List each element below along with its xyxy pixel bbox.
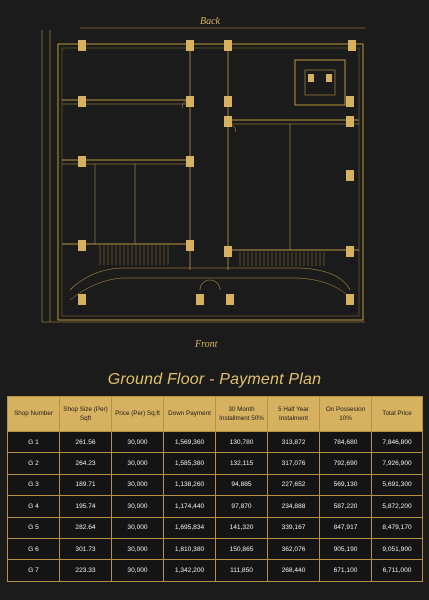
table-cell: 1,138,260 (164, 474, 216, 495)
table-cell: 1,342,200 (164, 560, 216, 581)
page-title: Ground Floor - Payment Plan (107, 371, 322, 388)
table-cell: 268,440 (268, 560, 320, 581)
table-cell: G 7 (8, 560, 60, 581)
table-cell: 30,000 (112, 432, 164, 453)
table-cell: 30,000 (112, 453, 164, 474)
header-price-per-sqft: Price (Per) Sq.ft (112, 397, 164, 432)
table-cell: 30,000 (112, 538, 164, 559)
table-cell: G 4 (8, 496, 60, 517)
table-cell: 30,000 (112, 474, 164, 495)
table-cell: 1,174,440 (164, 496, 216, 517)
header-5-half-year-instalment: 5 Half Year Instalment (268, 397, 320, 432)
table-row (8, 538, 423, 559)
table-cell: 30,000 (112, 517, 164, 538)
table-cell: 8,479,170 (372, 517, 423, 538)
header-shop-number: Shop Number (8, 397, 60, 432)
payment-plan-table (7, 396, 423, 582)
table-cell: 150,865 (216, 538, 268, 559)
table-cell: 569,130 (320, 474, 372, 495)
table-cell: 7,926,900 (372, 453, 423, 474)
table-cell: 227,652 (268, 474, 320, 495)
table-cell: 264.23 (60, 453, 112, 474)
table-row (8, 517, 423, 538)
table-cell: 1,810,380 (164, 538, 216, 559)
table-cell: 1,569,360 (164, 432, 216, 453)
table-header-row (8, 397, 423, 432)
header-shop-size: Shop Size (Per) Sqft (60, 397, 112, 432)
table-cell: 5,872,200 (372, 496, 423, 517)
table-cell: 223.33 (60, 560, 112, 581)
table-cell: G 2 (8, 453, 60, 474)
table-cell: 792,690 (320, 453, 372, 474)
table-cell: G 6 (8, 538, 60, 559)
header-30-month-installment: 30 Month Installment 50% (216, 397, 268, 432)
table-cell: 301.73 (60, 538, 112, 559)
table-cell: 6,711,000 (372, 560, 423, 581)
table-cell: 1,695,834 (164, 517, 216, 538)
table-cell: 30,000 (112, 560, 164, 581)
table-row (8, 560, 423, 581)
table-cell: 130,780 (216, 432, 268, 453)
table-cell: G 3 (8, 474, 60, 495)
table-cell: 261.56 (60, 432, 112, 453)
header-down-payment: Down Payment (164, 397, 216, 432)
table-row (8, 432, 423, 453)
table-cell: 905,190 (320, 538, 372, 559)
table-cell: G 5 (8, 517, 60, 538)
back-label: Back (200, 16, 220, 27)
table-cell: 339,167 (268, 517, 320, 538)
table-cell: 313,872 (268, 432, 320, 453)
table-cell: 282.64 (60, 517, 112, 538)
table-cell: 587,220 (320, 496, 372, 517)
table-cell: 132,115 (216, 453, 268, 474)
table-cell: 234,888 (268, 496, 320, 517)
table-cell: 784,680 (320, 432, 372, 453)
table-cell: 189.71 (60, 474, 112, 495)
table-cell: 362,076 (268, 538, 320, 559)
table-row (8, 453, 423, 474)
table-cell: 317,076 (268, 453, 320, 474)
table-cell: 847,917 (320, 517, 372, 538)
table-row (8, 496, 423, 517)
table-cell: 9,051,900 (372, 538, 423, 559)
header-on-possession: On Possesion 10% (320, 397, 372, 432)
table-cell: 5,691,300 (372, 474, 423, 495)
table-cell: 195.74 (60, 496, 112, 517)
table-cell: 7,846,800 (372, 432, 423, 453)
table-cell: 671,100 (320, 560, 372, 581)
table-cell: 141,320 (216, 517, 268, 538)
table-cell: 94,885 (216, 474, 268, 495)
table-cell: 30,000 (112, 496, 164, 517)
table-cell: 1,585,380 (164, 453, 216, 474)
table-cell: 111,850 (216, 560, 268, 581)
header-total-price: Total Price (372, 397, 423, 432)
table-cell: 97,870 (216, 496, 268, 517)
table-cell: G 1 (8, 432, 60, 453)
front-label: Front (195, 339, 218, 350)
table-row (8, 474, 423, 495)
